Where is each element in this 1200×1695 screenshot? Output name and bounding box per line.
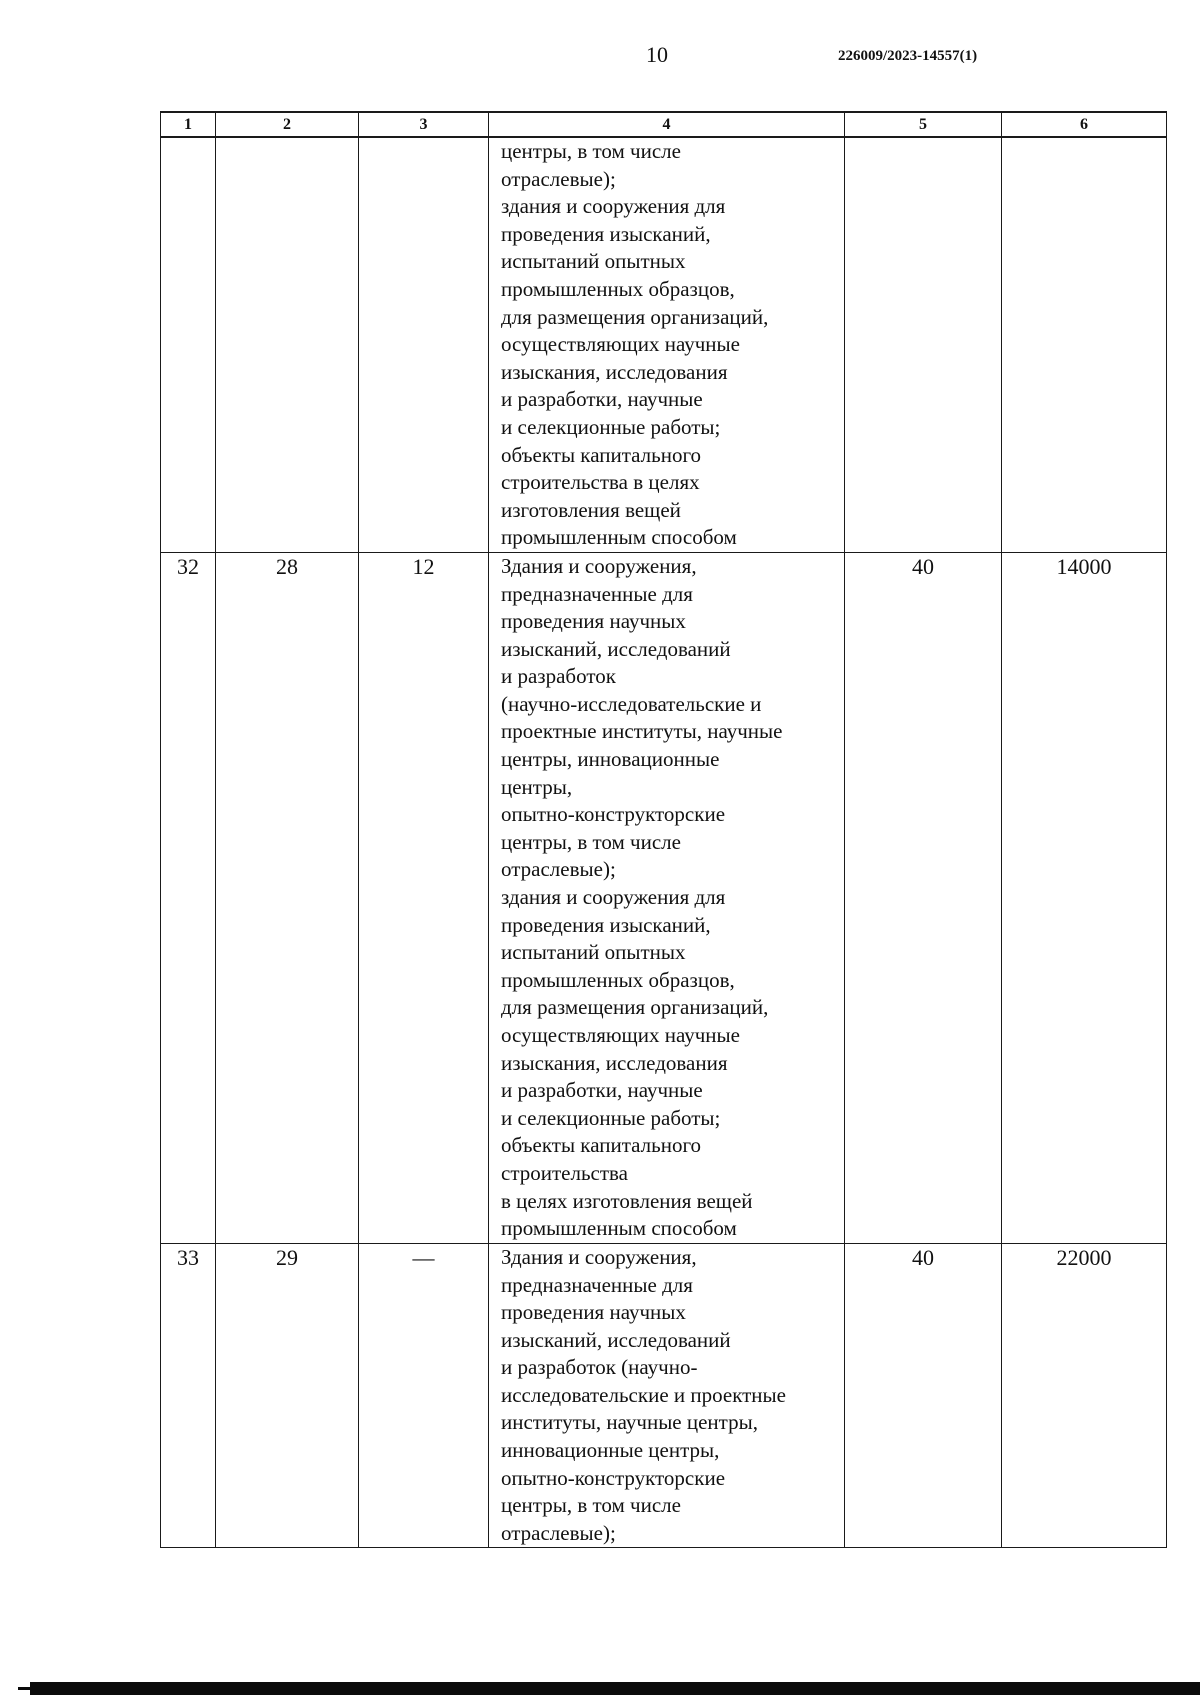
cell-number: 32 [161,552,216,1243]
description-line: предназначенные для [501,581,693,606]
column-header-4: 4 [489,112,845,137]
description-line: испытаний опытных [501,249,686,274]
description-line: центры, в том числе [501,1493,681,1518]
cell-number [161,137,216,552]
table-row-continuation [161,137,1167,552]
description-line: проведения изысканий, [501,912,711,937]
description-line: инновационные центры, [501,1438,720,1463]
description-line: изысканий, исследований [501,1327,731,1352]
table-header-row [161,112,1167,137]
cell-value-6 [1002,137,1167,552]
description-line: центры, инновационные [501,747,720,772]
cell-zone-code: 28 [216,552,359,1243]
description-line: центры, в том числе [501,139,681,163]
description-line: и селекционные работы; [501,1105,721,1130]
description-line: предназначенные для [501,1272,693,1297]
description-line: проведения научных [501,609,686,634]
cell-value-5: 40 [845,1243,1002,1548]
description-line: изыскания, исследования [501,1050,728,1075]
description-line: Здания и сооружения, [501,553,697,578]
description-line: опытно-конструкторские [501,802,726,827]
description-line: объекты капитального [501,1133,702,1158]
table-row-32 [161,552,1167,1243]
description-line: отраслевые); [501,1520,616,1545]
cell-zone-code [216,137,359,552]
description-line: отраслевые); [501,166,616,191]
zones-table [160,111,1167,1548]
cell-zone-code: 29 [216,1243,359,1548]
description-line: промышленных образцов, [501,276,735,301]
description-line: и селекционные работы; [501,414,721,439]
scan-bottom-edge [30,1682,1200,1695]
cell-subcode [359,137,489,552]
description-line: здания и сооружения для [501,885,726,910]
description-line: отраслевые); [501,857,616,882]
cell-description [489,137,845,552]
description-line: проектные институты, научные [501,719,783,744]
table-row-33 [161,1243,1167,1548]
cell-number: 33 [161,1243,216,1548]
description-line: проведения научных [501,1300,686,1325]
description-line: строительства в целях [501,470,700,495]
description-line: центры, [501,774,573,799]
document-id: 226009/2023-14557(1) [838,48,978,64]
cell-description [489,1243,845,1548]
description-line: изысканий, исследований [501,636,731,661]
cell-value-6: 14000 [1002,552,1167,1243]
column-header-3: 3 [359,112,489,137]
page-number: 10 [646,42,668,67]
description-line: изготовления вещей [501,497,681,522]
cell-description [489,552,845,1243]
description-line: промышленным способом [501,525,737,550]
description-line: объекты капитального [501,442,702,467]
description-line: и разработки, научные [501,387,703,412]
description-line: осуществляющих научные [501,332,740,357]
description-line: и разработки, научные [501,1078,703,1103]
description-line: строительства [501,1160,629,1185]
description-line: изыскания, исследования [501,359,728,384]
column-header-2: 2 [216,112,359,137]
description-line: институты, научные центры, [501,1410,758,1435]
description-line: центры, в том числе [501,829,681,854]
description-line: промышленным способом [501,1216,737,1241]
description-line: в целях изготовления вещей [501,1188,753,1213]
description-line: Здания и сооружения, [501,1244,697,1269]
cell-value-6: 22000 [1002,1243,1167,1548]
description-line: проведения изысканий, [501,221,711,246]
description-line: здания и сооружения для [501,194,726,219]
column-header-1: 1 [161,112,216,137]
column-header-5: 5 [845,112,1002,137]
column-header-6: 6 [1002,112,1167,137]
description-line: промышленных образцов, [501,967,735,992]
description-line: (научно-исследовательские и [501,691,762,716]
description-line: испытаний опытных [501,940,686,965]
cell-value-5 [845,137,1002,552]
description-line: исследовательские и проектные [501,1382,786,1407]
cell-subcode: — [359,1243,489,1548]
cell-value-5: 40 [845,552,1002,1243]
description-line: опытно-конструкторские [501,1465,726,1490]
description-line: осуществляющих научные [501,1023,740,1047]
cell-subcode: 12 [359,552,489,1243]
description-line: и разработок [501,664,616,689]
description-line: и разработок (научно- [501,1355,698,1380]
description-line: для размещения организаций, [501,304,769,329]
description-line: для размещения организаций, [501,995,769,1020]
